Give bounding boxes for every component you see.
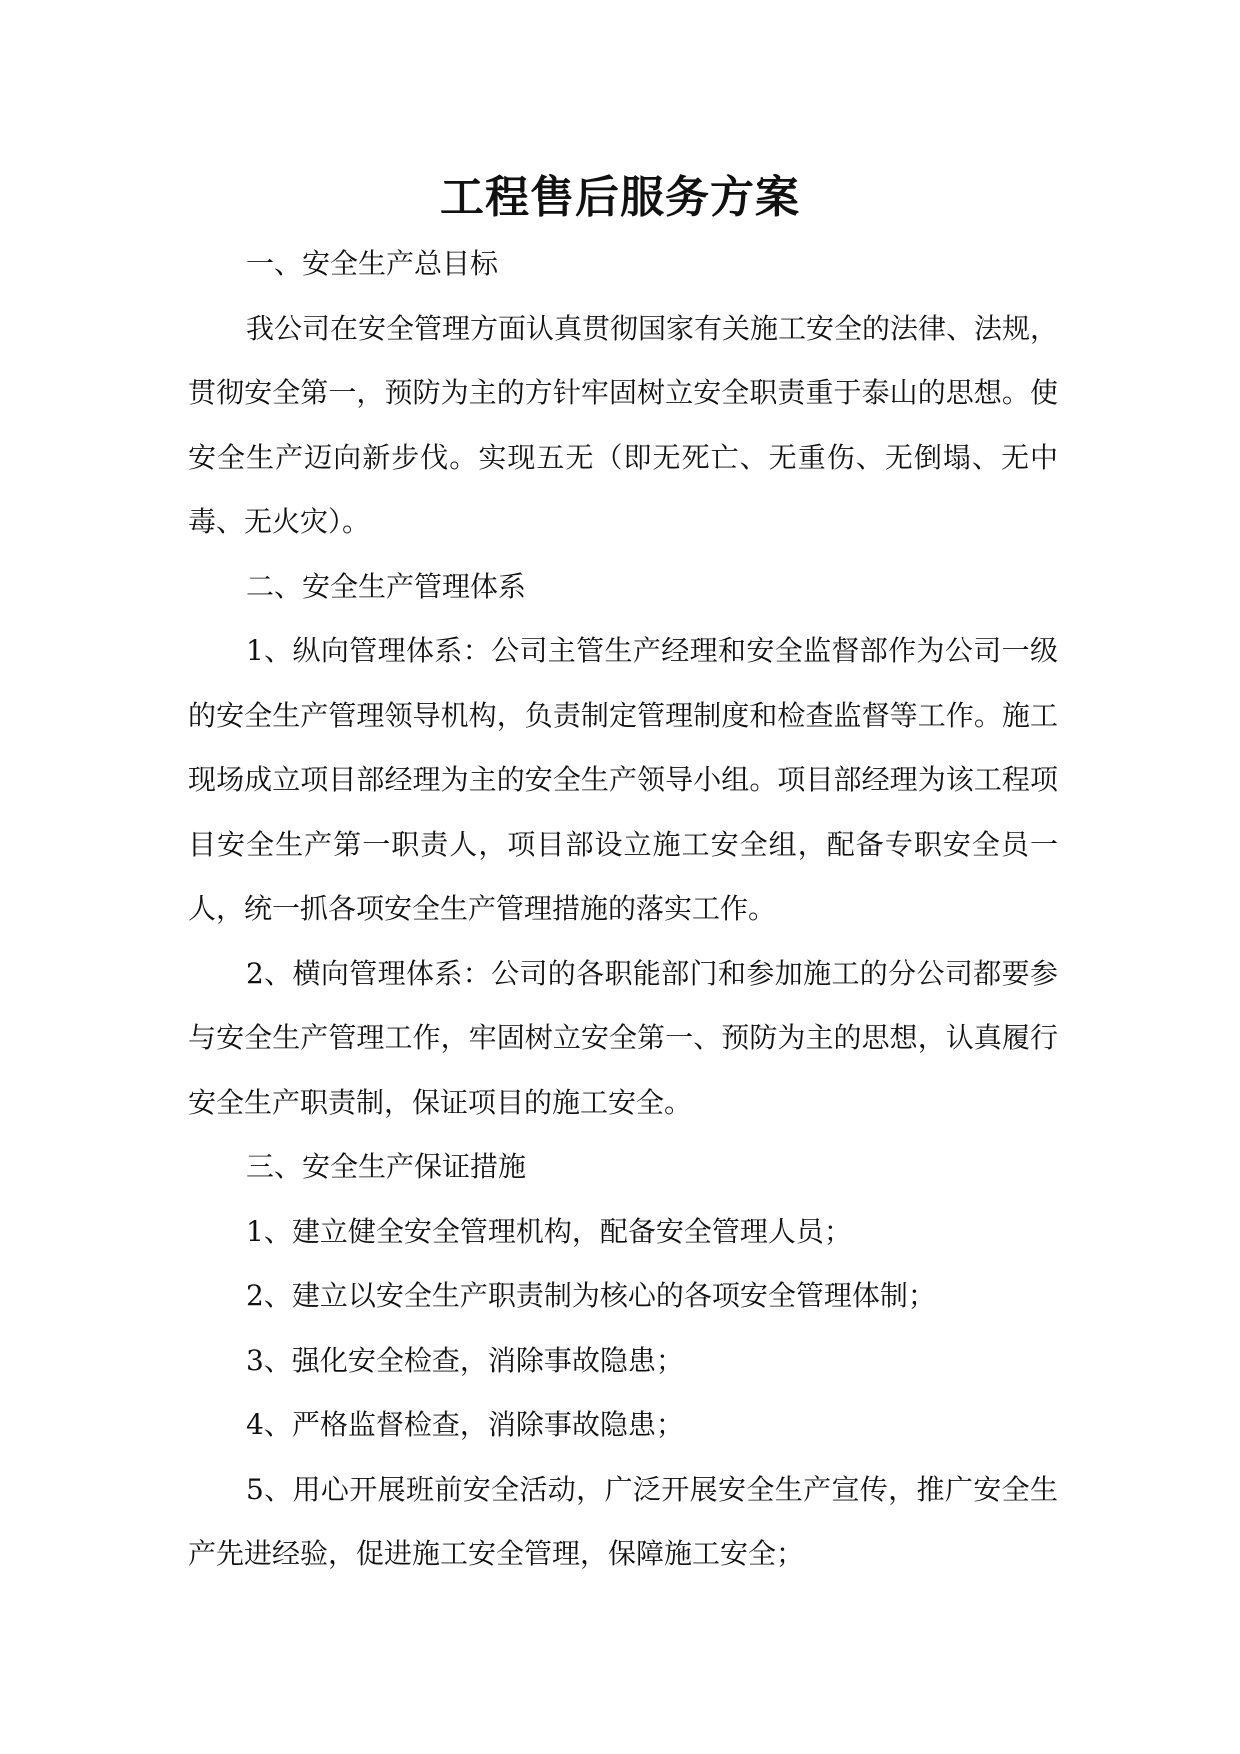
section-heading-safety-measures: 三、安全生产保证措施 xyxy=(246,1150,527,1183)
document-body xyxy=(188,232,1058,1587)
section-heading-management-system: 二、安全生产管理体系 xyxy=(246,569,527,603)
list-item-measure-3: 3、强化安全检查，消除事故隐患； xyxy=(246,1343,684,1377)
paragraph-safety-goal: 我公司在安全管理方面认真贯彻国家有关施工安全的法律、法规，贯彻安全第一，预防为主的方针牢固树立安全职责重于泰山的思想。使安全生产迈向新步伐。实现五无（即无死亡、无重伤、无倒塌、无中毒、无火灾）。 xyxy=(188,311,1059,538)
section-heading-safety-goal: 一、安全生产总目标 xyxy=(246,247,499,280)
paragraph-vertical-management: 1、纵向管理体系：公司主管生产经理和安全监督部作为公司一级的安全生产管理领导机构，负责制定管理制度和检查监督等工作。施工现场成立项目部经理为主的安全生产领导小组。项目部经理为该工程项目安全生产第一职责人，项目部设立施工安全组，配备专职安全员一人，统一抓各项安全生产管理措施的落实工作。 xyxy=(188,634,1058,925)
paragraph-horizontal-management: 2、横向管理体系：公司的各职能部门和参加施工的分公司都要参与安全生产管理工作，牢固树立安全第一、预防为主的思想，认真履行安全生产职责制，保证项目的施工安全。 xyxy=(188,956,1058,1119)
list-item-measure-4: 4、严格监督检查，消除事故隐患； xyxy=(246,1408,684,1441)
list-item-measure-1: 1、建立健全安全管理机构，配备安全管理人员； xyxy=(246,1214,852,1248)
list-item-measure-2: 2、建立以安全生产职责制为核心的各项安全管理体制； xyxy=(246,1279,936,1312)
list-item-measure-5: 5、用心开展班前安全活动，广泛开展安全生产宣传，推广安全生产先进经验，促进施工安全管理，保障施工安全； xyxy=(188,1472,1058,1570)
document-title: 工程售后服务方案 xyxy=(440,172,800,223)
